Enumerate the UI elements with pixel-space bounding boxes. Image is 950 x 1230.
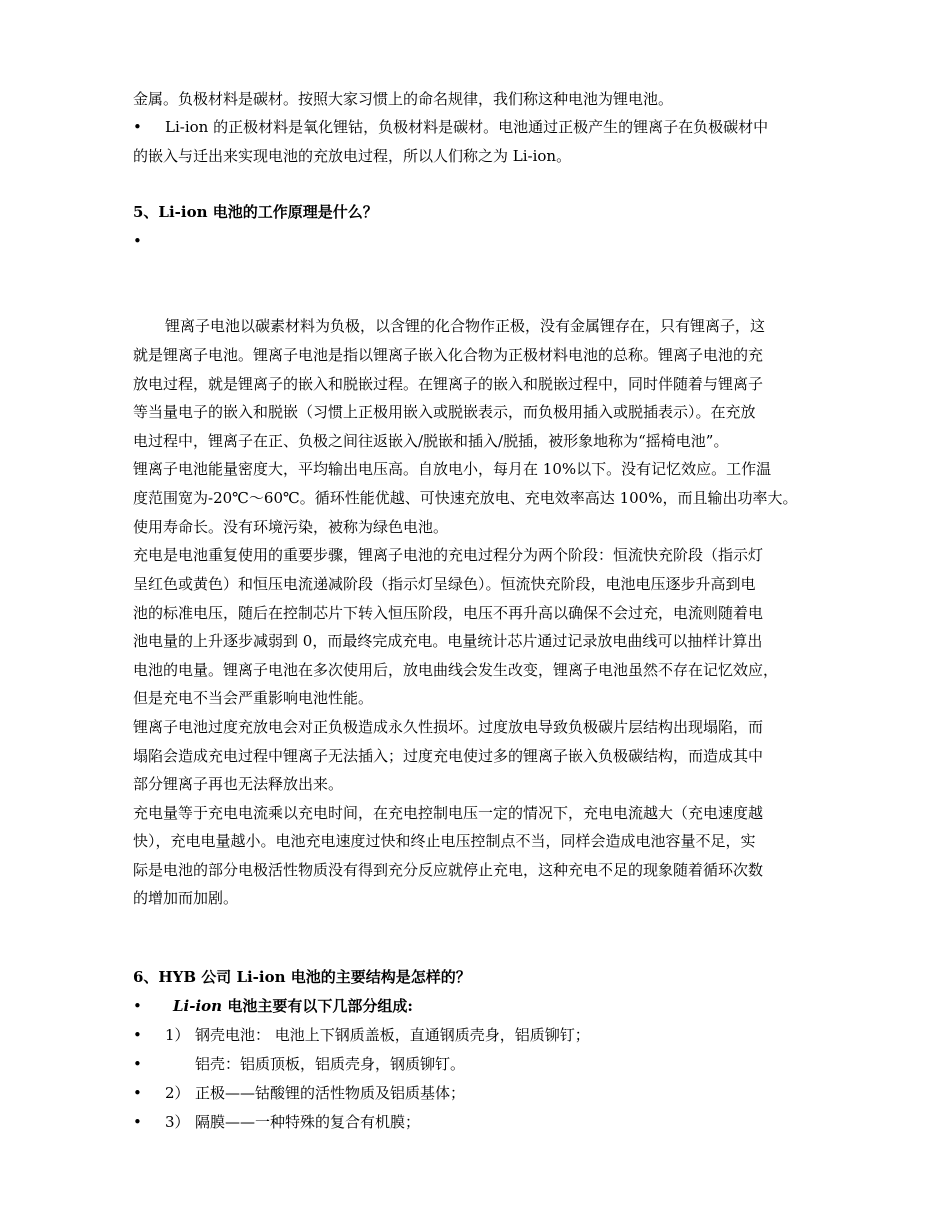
list-item-num: 2）: [165, 1084, 190, 1102]
list-item-text: 电池主要有以下几部分组成:: [222, 997, 413, 1015]
intro-bullet-line-cont: 的嵌入与迁出来实现电池的充放电过程，所以人们称之为 Li-ion。: [133, 147, 572, 165]
para3-line: 呈红色或黄色）和恒压电流递减阶段（指示灯呈绿色）。恒流快充阶段，电池电压逐步升高到电: [133, 575, 756, 593]
para3-line: 电池的电量。锂离子电池在多次使用后，放电曲线会发生改变，锂离子电池虽然不存在记忆效应，: [133, 661, 779, 679]
para2-line: 使用寿命长。没有环境污染，被称为绿色电池。: [133, 518, 449, 536]
section5-title: 5、Li-ion 电池的工作原理是什么？: [133, 203, 378, 221]
para5-line: 际是电池的部分电极活性物质没有得到充分反应就停止充电，这种充电不足的现象随着循环次数: [133, 861, 764, 879]
bullet-mark: •: [133, 1055, 142, 1073]
para5-line: 的增加而加剧。: [133, 889, 239, 907]
para4-line: 塌陷会造成充电过程中锂离子无法插入；过度充电使过多的锂离子嵌入负极碳结构，而造成其中: [133, 747, 764, 765]
para1-line: 锂离子电池以碳素材料为负极，以含锂的化合物作正极，没有金属锂存在，只有锂离子，这: [165, 317, 766, 335]
intro-bullet-line: Li-ion 的正极材料是氧化锂钴，负极材料是碳材。电池通过正极产生的锂离子在负极碳材中: [165, 118, 769, 136]
para1-line: 就是锂离子电池。锂离子电池是指以锂离子嵌入化合物为正极材料电池的总称。锂离子电池的充: [133, 346, 764, 364]
bullet-mark: •: [133, 997, 142, 1015]
list-item-prefix: Li-ion: [173, 997, 223, 1015]
intro-line: 金属。负极材料是碳材。按照大家习惯上的命名规律，我们称这种电池为锂电池。: [133, 90, 674, 108]
para3-line: 充电是电池重复使用的重要步骤，锂离子电池的充电过程分为两个阶段：恒流快充阶段（指示灯: [133, 546, 764, 564]
list-item-text: 隔膜——一种特殊的复合有机膜；: [195, 1113, 421, 1131]
para5-line: 快），充电电量越小。电池充电速度过快和终止电压控制点不当，同样会造成电池容量不足，实: [133, 832, 756, 850]
bullet-mark: •: [133, 118, 142, 136]
list-item-text: 正极——钴酸锂的活性物质及铝质基体；: [195, 1084, 466, 1102]
section6-title: 6、HYB 公司 Li-ion 电池的主要结构是怎样的？: [133, 968, 471, 986]
para1-line: 电过程中，锂离子在正、负极之间往返嵌入/脱嵌和插入/脱插，被形象地称为“摇椅电池”。: [133, 432, 729, 450]
para2-line: 度范围宽为-20℃～60℃。循环性能优越、可快速充放电、充电效率高达 100%，而且输出功率大。: [133, 489, 798, 507]
para4-line: 部分锂离子再也无法释放出来。: [133, 775, 344, 793]
para3-line: 池的标准电压，随后在控制芯片下转入恒压阶段，电压不再升高以确保不会过充，电流则随着电: [133, 604, 764, 622]
para5-line: 充电量等于充电电流乘以充电时间，在充电控制电压一定的情况下，充电电流越大（充电速度越: [133, 804, 764, 822]
para3-line: 但是充电不当会严重影响电池性能。: [133, 689, 374, 707]
para3-line: 池电量的上升逐步减弱到 0，而最终完成充电。电量统计芯片通过记录放电曲线可以抽样计算出: [133, 632, 763, 650]
list-item-text: 铝壳：铝质顶板，铝质壳身，钢质铆钉。: [195, 1055, 466, 1073]
list-item-num: 1）: [165, 1026, 190, 1044]
para1-line: 放电过程，就是锂离子的嵌入和脱嵌过程。在锂离子的嵌入和脱嵌过程中，同时伴随着与锂离子: [133, 375, 764, 393]
list-item: [173, 996, 873, 1016]
bullet-mark: •: [133, 1113, 142, 1131]
para4-line: 锂离子电池过度充放电会对正负极造成永久性损坏。过度放电导致负极碳片层结构出现塌陷，而: [133, 718, 764, 736]
bullet-mark: •: [133, 232, 142, 250]
list-item-num: 3）: [165, 1113, 190, 1131]
bullet-mark: •: [133, 1026, 142, 1044]
para1-line: 等当量电子的嵌入和脱嵌（习惯上正极用嵌入或脱嵌表示，而负极用插入或脱插表示）。在充放: [133, 403, 756, 421]
para2-line: 锂离子电池能量密度大，平均输出电压高。自放电小，每月在 10%以下。没有记忆效应。工作温: [133, 460, 772, 478]
bullet-mark: •: [133, 1084, 142, 1102]
list-item-text: 钢壳电池： 电池上下钢质盖板，直通钢质壳身，铝质铆钉；: [195, 1026, 590, 1044]
